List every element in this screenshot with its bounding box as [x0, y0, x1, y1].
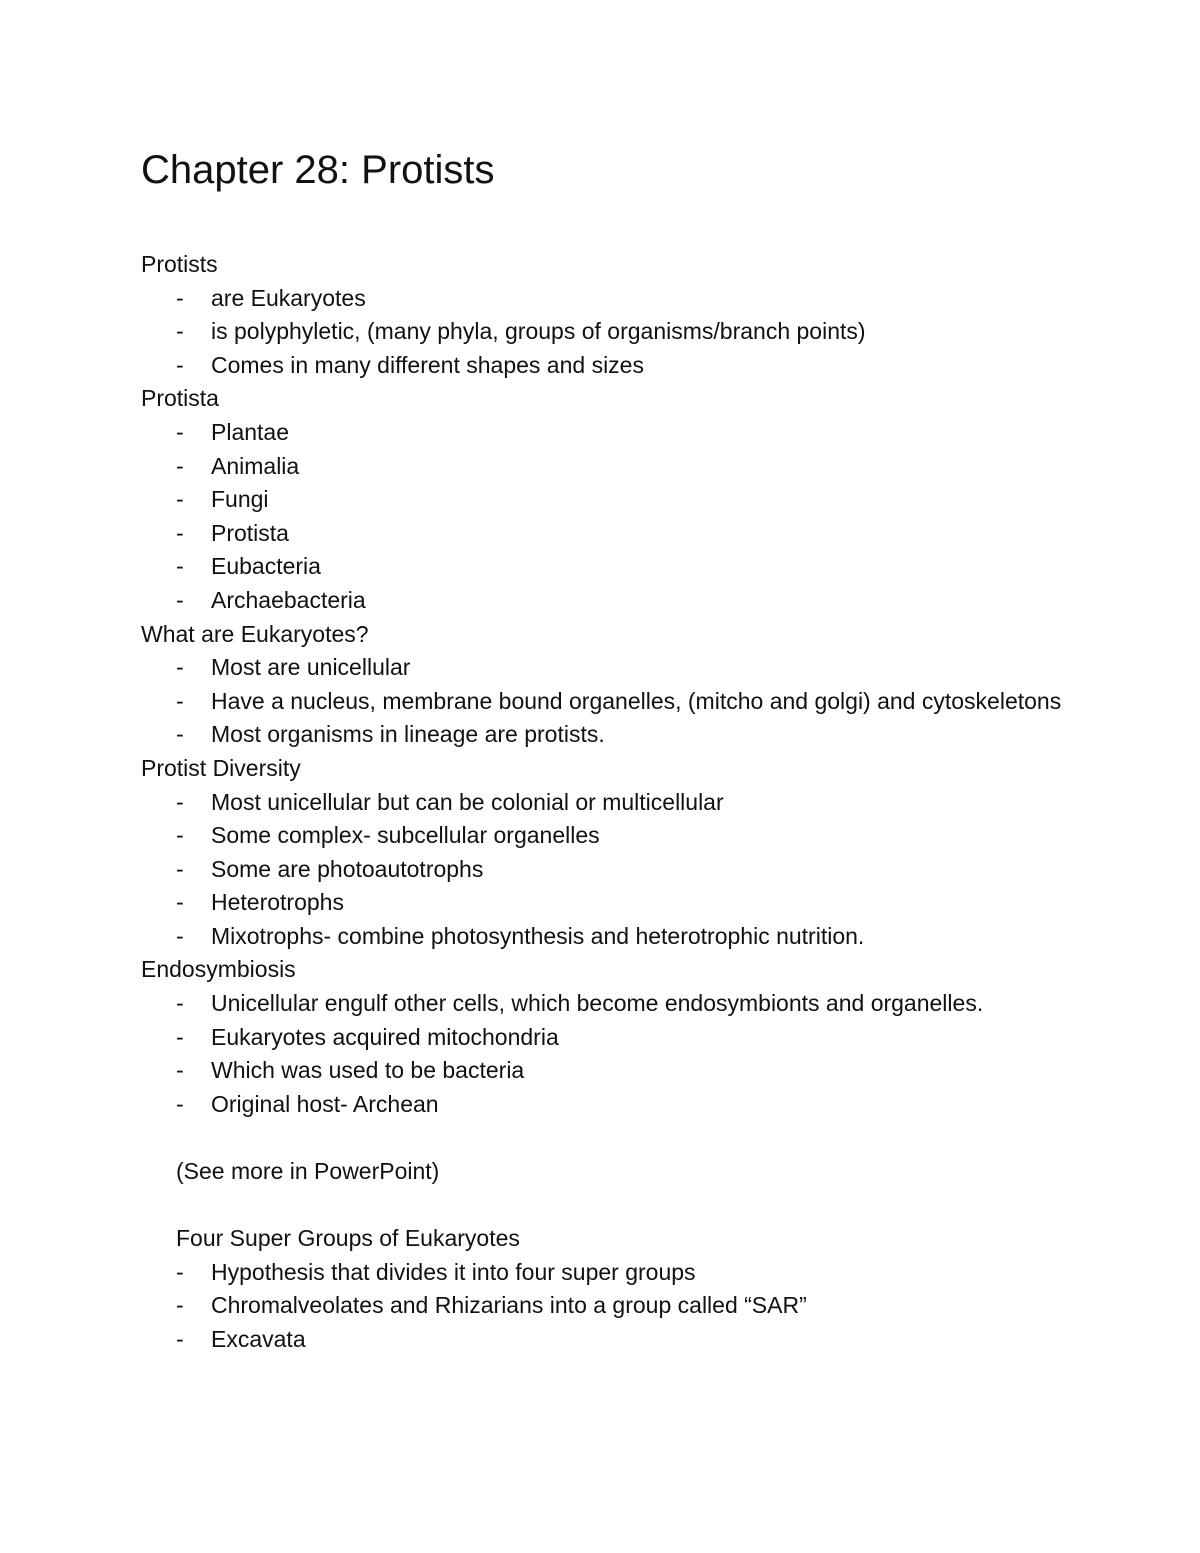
super-groups-list: [141, 1256, 1141, 1357]
dash-bullet: -: [176, 687, 184, 714]
notes-body: [141, 248, 1141, 1357]
dash-bullet: -: [176, 822, 184, 849]
dash-bullet: -: [176, 889, 184, 916]
protista-list: [141, 416, 1141, 618]
dash-bullet: -: [176, 418, 184, 445]
dash-bullet: -: [176, 452, 184, 479]
section-heading-protist-diversity: Protist Diversity: [141, 754, 301, 781]
list-item: - Original host- Archean: [141, 1088, 1141, 1122]
powerpoint-note: (See more in PowerPoint): [176, 1158, 440, 1185]
dash-bullet: -: [176, 586, 184, 613]
list-item: - Archaebacteria: [141, 584, 1141, 618]
list-item: - is polyphyletic, (many phyla, groups of organisms/branch points): [141, 315, 1141, 349]
dash-bullet: -: [176, 1292, 184, 1319]
list-item: - Some complex- subcellular organelles: [141, 819, 1141, 853]
section-heading-eukaryotes: What are Eukaryotes?: [141, 620, 369, 647]
dash-bullet: -: [176, 855, 184, 882]
blank-line: [141, 1189, 1141, 1223]
dash-bullet: -: [176, 553, 184, 580]
list-item: - Mixotrophs- combine photosynthesis and heterotrophic nutrition.: [141, 920, 1141, 954]
dash-bullet: -: [176, 519, 184, 546]
dash-bullet: -: [176, 990, 184, 1017]
list-item: - Unicellular engulf other cells, which become endosymbionts and organelles.: [141, 987, 1141, 1021]
endosymbiosis-list: [141, 987, 1141, 1121]
dash-bullet: -: [176, 284, 184, 311]
list-item: - Plantae: [141, 416, 1141, 450]
dash-bullet: -: [176, 788, 184, 815]
list-item: - Eubacteria: [141, 550, 1141, 584]
list-item: - Most unicellular but can be colonial or multicellular: [141, 786, 1141, 820]
list-item: - Most organisms in lineage are protists.: [141, 718, 1141, 752]
list-item: - Hypothesis that divides it into four super groups: [141, 1256, 1141, 1290]
protist-diversity-list: [141, 786, 1141, 954]
list-item: - Have a nucleus, membrane bound organelles, (mitcho and golgi) and cytoskeletons: [141, 685, 1141, 719]
list-item: - Eukaryotes acquired mitochondria: [141, 1021, 1141, 1055]
list-item: - Comes in many different shapes and sizes: [141, 349, 1141, 383]
dash-bullet: -: [176, 654, 184, 681]
page-title: Chapter 28: Protists: [141, 148, 495, 192]
dash-bullet: -: [176, 721, 184, 748]
dash-bullet: -: [176, 1326, 184, 1352]
section-heading-endosymbiosis: Endosymbiosis: [141, 956, 296, 983]
list-item: - Chromalveolates and Rhizarians into a group called “SAR”: [141, 1289, 1141, 1323]
list-item: - Which was used to be bacteria: [141, 1054, 1141, 1088]
list-item: - Heterotrophs: [141, 886, 1141, 920]
section-heading-protista: Protista: [141, 385, 219, 412]
list-item: - Protista: [141, 517, 1141, 551]
dash-bullet: -: [176, 1023, 184, 1050]
section-heading-protists: Protists: [141, 251, 218, 277]
dash-bullet: -: [176, 486, 184, 513]
list-item: - Most are unicellular: [141, 651, 1141, 685]
list-item: - Fungi: [141, 483, 1141, 517]
dash-bullet: -: [176, 351, 184, 378]
dash-bullet: -: [176, 1258, 184, 1285]
list-item: - Animalia: [141, 450, 1141, 484]
dash-bullet: -: [176, 1057, 184, 1084]
section-heading-super-groups: Four Super Groups of Eukaryotes: [176, 1225, 520, 1252]
dash-bullet: -: [176, 922, 184, 949]
protists-list: [141, 282, 1141, 383]
dash-bullet: -: [176, 318, 184, 345]
list-item: - Excavata: [141, 1323, 1141, 1357]
list-item: - Some are photoautotrophs: [141, 853, 1141, 887]
eukaryotes-list: [141, 651, 1141, 752]
blank-line: [141, 1121, 1141, 1155]
dash-bullet: -: [176, 1090, 184, 1117]
list-item: - are Eukaryotes: [141, 282, 1141, 316]
